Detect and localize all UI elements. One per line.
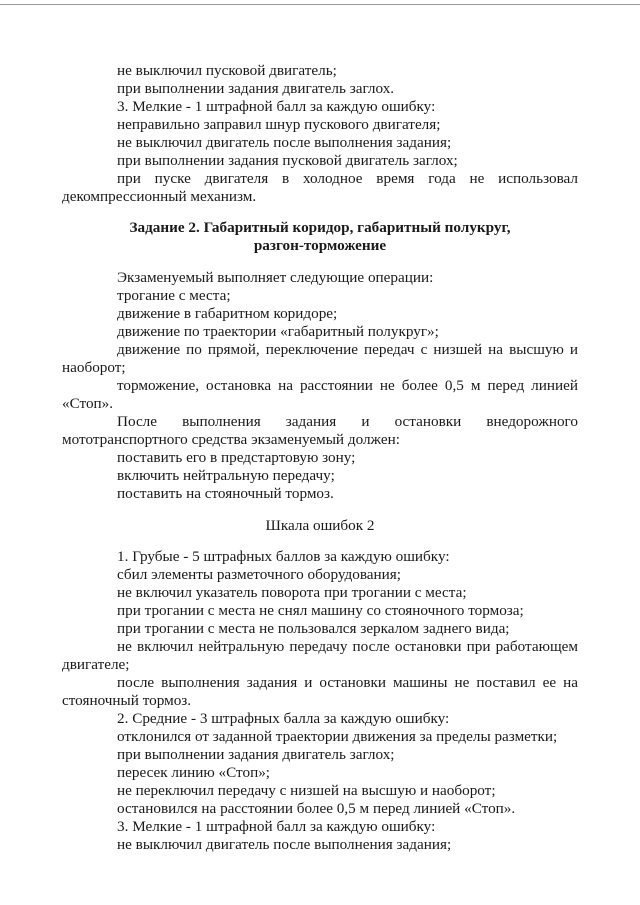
text-line: наоборот; [62, 359, 126, 376]
text-line: стояночный тормоз. [62, 692, 192, 709]
text-line: при выполнении задания двигатель заглох; [117, 746, 395, 763]
text-line: отклонился от заданной траектории движения за пределы разметки; [117, 728, 558, 745]
text-line: не выключил двигатель после выполнения задания; [117, 836, 452, 853]
text-line: 1. Грубые - 5 штрафных баллов за каждую ошибку: [117, 548, 450, 565]
text-line: После выполнения задания и остановки внедорожного [117, 413, 578, 430]
scale-title: Шкала ошибок 2 [265, 517, 375, 534]
text-line: не включил указатель поворота при трогании с места; [117, 584, 467, 601]
text-line: включить нейтральную передачу; [117, 467, 335, 484]
text-line: движение по прямой, переключение передач с низшей на высшую и [117, 341, 578, 358]
text-line: 3. Мелкие - 1 штрафной балл за каждую ошибку: [117, 818, 436, 835]
text-line: трогание с места; [117, 287, 231, 304]
text-line: поставить на стояночный тормоз. [117, 485, 334, 502]
text-line: не выключил двигатель после выполнения задания; [117, 134, 452, 151]
text-line: 2. Средние - 3 штрафных балла за каждую ошибку: [117, 710, 450, 727]
text-line: остановился на расстоянии более 0,5 м перед линией «Стоп». [117, 800, 516, 817]
text-line: «Стоп». [62, 395, 114, 412]
text-line: не переключил передачу с низшей на высшую и наоборот; [117, 782, 496, 799]
text-line: мототранспортного средства экзаменуемый должен: [62, 431, 400, 448]
text-line: пересек линию «Стоп»; [117, 764, 271, 781]
text-line: не выключил пусковой двигатель; [117, 62, 337, 79]
text-line: движение в габаритном коридоре; [117, 305, 338, 322]
text-line: при выполнении задания двигатель заглох. [117, 80, 395, 97]
text-line: при пуске двигателя в холодное время года не использовал [117, 170, 578, 187]
text-line: поставить его в предстартовую зону; [117, 449, 356, 466]
text-line: торможение, остановка на расстоянии не более 0,5 м перед линией [117, 377, 578, 394]
text-line: неправильно заправил шнур пускового двигателя; [117, 116, 441, 133]
text-line: при трогании с места не пользовался зеркалом заднего вида; [117, 620, 510, 637]
text-line: сбил элементы разметочного оборудования; [117, 566, 401, 583]
text-line: движение по траектории «габаритный полукруг»; [117, 323, 439, 340]
text-line: декомпрессионный механизм. [62, 188, 257, 205]
task2-title: Задание 2. Габаритный коридор, габаритный полукруг, [129, 219, 511, 236]
text-line: двигателе; [62, 656, 130, 673]
text-line: не включил нейтральную передачу после остановки при работающем [117, 638, 578, 655]
text-line: после выполнения задания и остановки машины не поставил ее на [117, 674, 578, 691]
task2-title: разгон-торможение [253, 237, 387, 254]
text-line: 3. Мелкие - 1 штрафной балл за каждую ошибку: [117, 98, 436, 115]
text-line: Экзаменуемый выполняет следующие операции: [117, 269, 434, 286]
text-line: при выполнении задания пусковой двигатель заглох; [117, 152, 458, 169]
text-line: при трогании с места не снял машину со стояночного тормоза; [117, 602, 524, 619]
